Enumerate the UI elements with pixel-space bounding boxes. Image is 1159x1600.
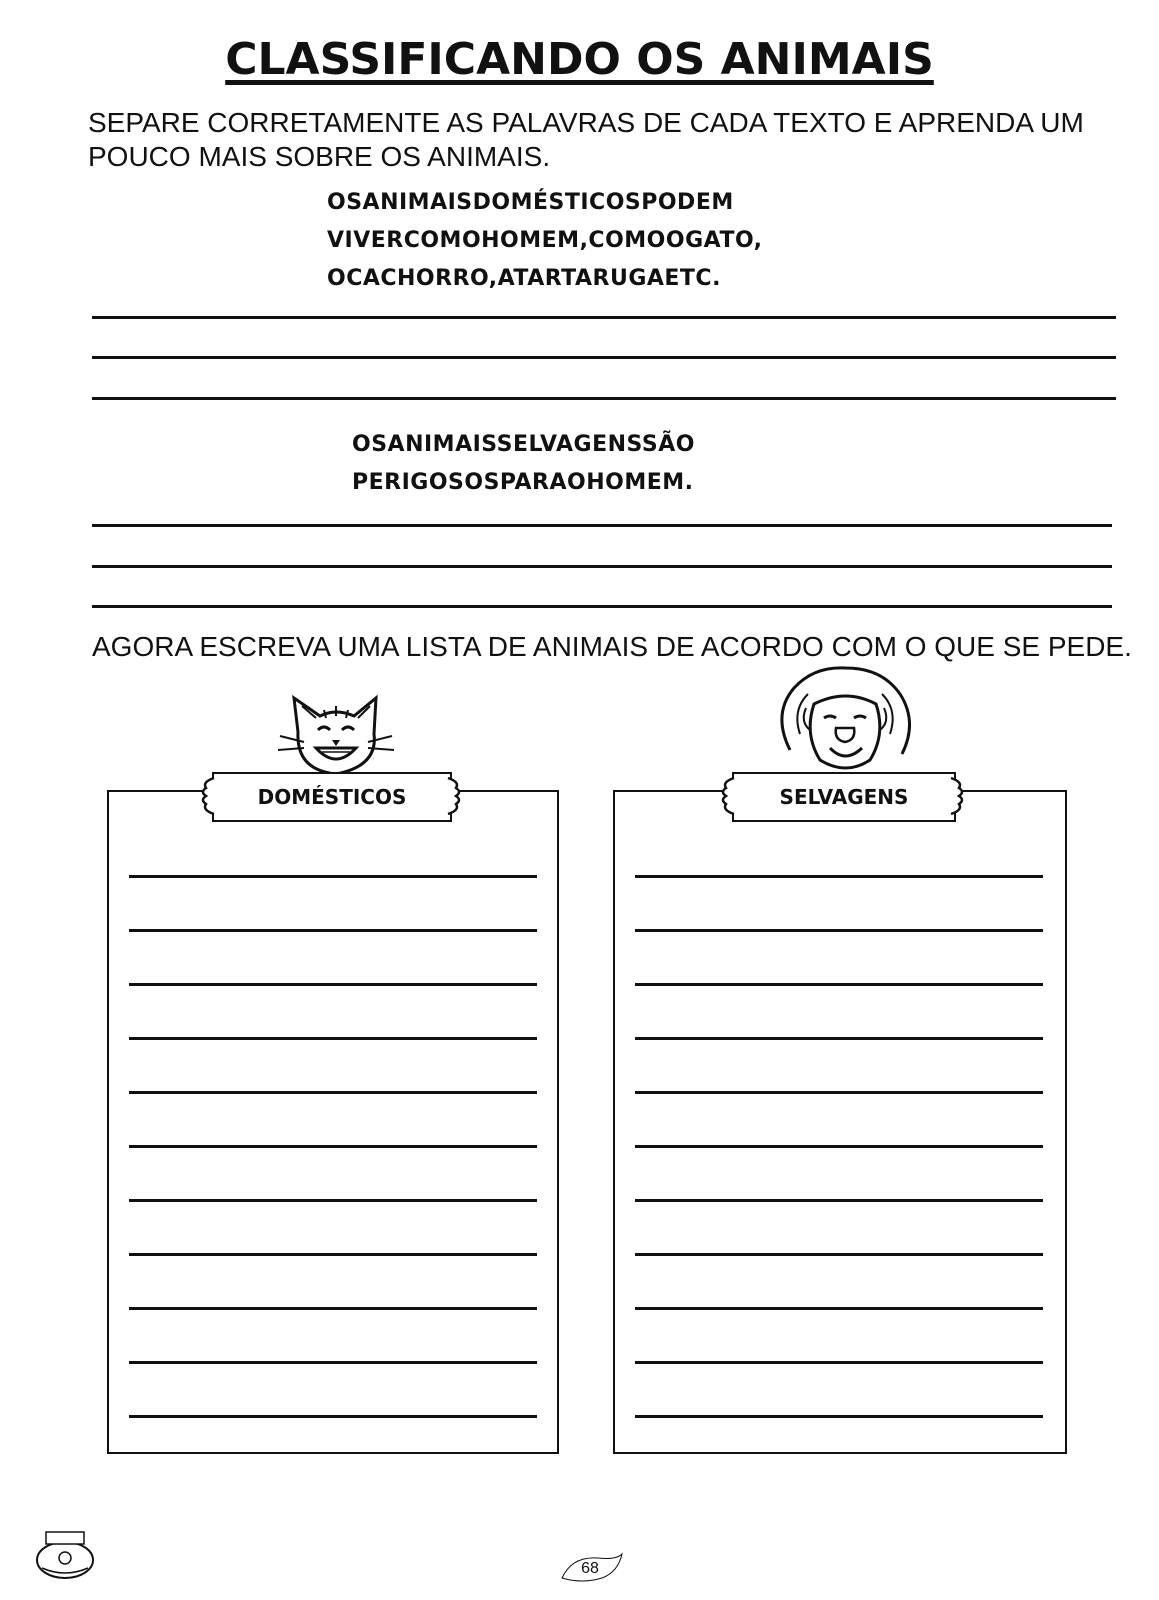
puzzle-2-line: PERIGOSOSPARAOHOMEM.	[352, 470, 694, 495]
wild-sign	[732, 772, 956, 822]
domestic-writing-line[interactable]	[129, 1199, 537, 1202]
puzzle-1-line: VIVERCOMOHOMEM,COMOOGATO,	[327, 228, 763, 253]
puzzle-1-line: OCACHORRO,ATARTARUGAETC.	[327, 266, 721, 291]
domestic-writing-line[interactable]	[129, 1091, 537, 1094]
hand-icon	[200, 776, 220, 816]
domestic-writing-line[interactable]	[129, 983, 537, 986]
wild-writing-line[interactable]	[635, 1415, 1043, 1418]
puzzle-1-line: OSANIMAISDOMÉSTICOSPODEM	[327, 190, 734, 215]
wild-writing-line[interactable]	[635, 1091, 1043, 1094]
lion-icon	[770, 664, 920, 780]
domestic-writing-line[interactable]	[129, 1253, 537, 1256]
wild-label: SELVAGENS	[779, 785, 909, 809]
domestic-list-box	[107, 790, 559, 1454]
domestic-writing-line[interactable]	[129, 1037, 537, 1040]
domestic-writing-line[interactable]	[129, 1361, 537, 1364]
page-title: CLASSIFICANDO OS ANIMAIS	[225, 34, 934, 85]
domestic-sign	[212, 772, 452, 822]
puzzle-2-line: OSANIMAISSELVAGENSSÃO	[352, 432, 695, 457]
writing-line[interactable]	[92, 397, 1116, 400]
writing-line[interactable]	[92, 605, 1112, 608]
wild-writing-line[interactable]	[635, 1361, 1043, 1364]
wild-writing-line[interactable]	[635, 983, 1043, 986]
wild-writing-line[interactable]	[635, 1145, 1043, 1148]
wild-list-box	[613, 790, 1067, 1454]
writing-line[interactable]	[92, 316, 1116, 319]
puzzle-text-2	[352, 426, 695, 502]
domestic-writing-line[interactable]	[129, 929, 537, 932]
page-number: 68	[581, 1560, 599, 1577]
instruction-separate-words: SEPARE CORRETAMENTE AS PALAVRAS DE CADA TEXTO E APRENDA UM POUCO MAIS SOBRE OS ANIMAIS.	[88, 107, 1084, 172]
writing-line[interactable]	[92, 356, 1116, 359]
writing-line[interactable]	[92, 524, 1112, 527]
domestic-writing-line[interactable]	[129, 875, 537, 878]
domestic-label: DOMÉSTICOS	[257, 785, 407, 809]
hand-icon	[720, 776, 740, 816]
domestic-writing-line[interactable]	[129, 1415, 537, 1418]
wild-writing-line[interactable]	[635, 1307, 1043, 1310]
wild-writing-line[interactable]	[635, 1199, 1043, 1202]
cat-icon	[276, 692, 396, 780]
domestic-writing-line[interactable]	[129, 1145, 537, 1148]
wild-writing-line[interactable]	[635, 875, 1043, 878]
puzzle-text-1	[327, 184, 763, 298]
hand-icon	[442, 776, 462, 816]
domestic-writing-line[interactable]	[129, 1307, 537, 1310]
hand-icon	[945, 776, 965, 816]
wild-writing-line[interactable]	[635, 1037, 1043, 1040]
wild-writing-line[interactable]	[635, 1253, 1043, 1256]
writing-line[interactable]	[92, 565, 1112, 568]
publisher-logo-icon	[34, 1530, 96, 1582]
instruction-list-animals: AGORA ESCREVA UMA LISTA DE ANIMAIS DE ACORDO COM O QUE SE PEDE.	[92, 631, 1132, 662]
wild-writing-line[interactable]	[635, 929, 1043, 932]
